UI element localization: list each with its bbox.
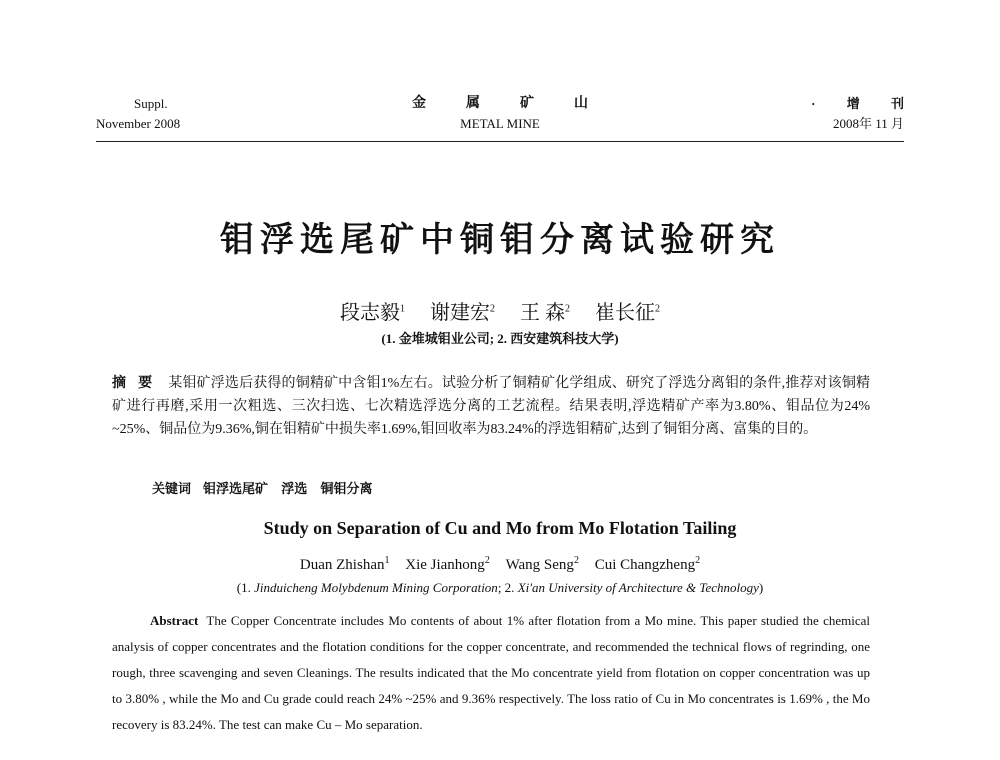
author-cn: 崔长征$^2$ — [595, 302, 660, 324]
affiliation-cn: (1. 金堆城钼业公司; 2. 西安建筑科技大学) — [381, 331, 619, 346]
header-supplement-cn: · 增 刊 — [811, 96, 918, 111]
running-header — [96, 94, 918, 140]
journal-name-cn: 金属矿山 — [412, 96, 628, 111]
title-cn: 钼浮选尾矿中铜钼分离试验研究 — [220, 220, 780, 260]
author-en: Duan Zhishan$^1$ — [299, 555, 390, 573]
header-date-cn: 2008年 11 月 — [832, 116, 904, 131]
author-cn: 王 森$^2$ — [520, 302, 570, 324]
header-right — [811, 94, 918, 134]
abstract-en-label: Abstract — [150, 613, 199, 628]
abstract-en-text: The Copper Concentrate includes Mo contents of about 1% after flotation from a Mo mine. This paper studied the chemical analysis of copper concentrates and the flotation conditions for the copper concentrate, and recommended the technical flows of regrinding, one rough, three scavenging and seven Cleanings. The results indicated that the Mo concentrate yield from flotation on copper concentration was up to 3.80% , while the Mo and Cu grade could reach 24% ~25% and 9.36% respectively. The loss ratio of Cu in Mo concentrates is 1.69% , the Mo recovery is 83.24%. The test can make Cu – Mo separation. — [112, 613, 870, 732]
authors-cn — [0, 296, 1000, 325]
author-cn: 谢建宏$^2$ — [430, 302, 495, 324]
header-suppl: Suppl. — [134, 96, 168, 111]
header-rule — [96, 141, 904, 142]
author-en: Wang Seng$^2$ — [505, 555, 579, 573]
header-center — [96, 94, 904, 134]
author-cn: 段志毅$^1$ — [340, 302, 405, 324]
abstract-cn — [112, 372, 870, 441]
affiliation-en-1: Jinduicheng Molybdenum Mining Corporation — [254, 580, 498, 595]
keywords-cn — [152, 478, 373, 497]
abstract-cn-text: 某钼矿浮选后获得的铜精矿中含钼1%左右。试验分析了铜精矿化学组成、研究了浮选分离钼的条件,推荐对该铜精矿进行再磨,采用一次粗选、三次扫选、七次精选浮选分离的工艺流程。结果表明,浮选精矿产率为3.80%、钼品位为24% ~25%、铜品位为9.36%,铜在钼精矿中损失率1.69%,钼回收率为83.24%的浮选钼精矿,达到了铜钼分离、富集的目的。 — [112, 376, 870, 437]
authors-en — [0, 555, 1000, 574]
affiliation-en: (1. Jinduicheng Molybdenum Mining Corporation; 2. Xi'an University of Architecture & Technology) — [236, 580, 764, 595]
title-en: Study on Separation of Cu and Mo from Mo Flotation Tailing — [263, 518, 737, 538]
header-date-en: November 2008 — [96, 116, 181, 131]
keywords-cn-value: 钼浮选尾矿 浮选 铜钼分离 — [203, 481, 373, 496]
affiliation-en-2: Xi'an University of Architecture & Technology — [517, 580, 759, 595]
journal-name-en: METAL MINE — [460, 116, 540, 131]
abstract-en — [112, 608, 870, 738]
keywords-cn-label: 关键词 — [152, 481, 192, 496]
abstract-cn-label: 摘要 — [112, 376, 165, 391]
author-en: Xie Jianhong$^2$ — [405, 555, 490, 573]
author-en: Cui Changzheng$^2$ — [594, 555, 701, 573]
